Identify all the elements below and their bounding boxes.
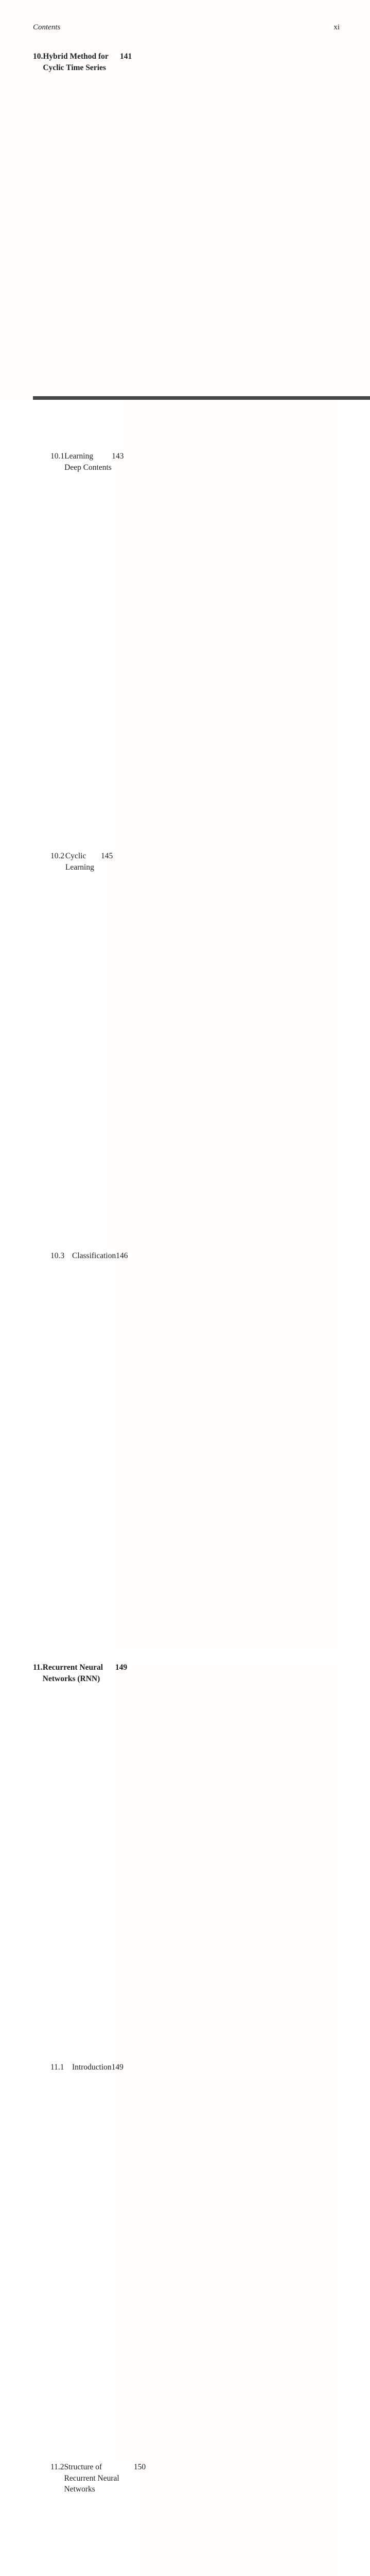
entry-number: 10.3	[50, 1251, 65, 1260]
entry-page-number: 146	[116, 1250, 340, 1650]
entry-number: 10.1	[50, 452, 65, 461]
toc-section-row-11.1	[33, 2062, 340, 2462]
entry-left	[50, 851, 101, 873]
running-title: Contents	[33, 23, 61, 31]
entry-title: Classification	[72, 1251, 116, 1260]
entry-left	[33, 1662, 115, 1684]
entry-number: 11.	[33, 1663, 43, 1672]
toc-chapter-group-10	[33, 51, 340, 1650]
entry-left	[50, 451, 112, 473]
entry-number: 11.1	[50, 2063, 64, 2072]
entry-number: 11.2	[50, 2463, 64, 2471]
page-bottom-edge-shadow	[33, 396, 370, 400]
entry-title: Structure of Recurrent Neural Networks	[64, 2463, 119, 2494]
toc-section-row-11.2	[33, 2462, 340, 2576]
page-number: xi	[333, 23, 340, 31]
page-header	[33, 0, 340, 32]
entry-title: Hybrid Method for Cyclic Time Series	[43, 52, 109, 72]
entry-number: 10.2	[50, 852, 65, 860]
page-content	[33, 0, 340, 2576]
toc-chapter-group-11	[33, 1662, 340, 2576]
entry-left	[50, 2462, 134, 2495]
toc-section-row-10.2	[33, 851, 340, 1250]
entry-title: Cyclic Learning	[65, 852, 94, 872]
toc-section-row-10.1	[33, 451, 340, 851]
toc-chapter-row-11	[33, 1662, 340, 2062]
entry-number: 10.	[33, 52, 43, 61]
entry-page-number: 143	[112, 451, 340, 851]
entry-title: Recurrent Neural Networks (RNN)	[42, 1663, 103, 1683]
entry-page-number: 145	[101, 851, 340, 1250]
entry-page-number: 141	[120, 51, 340, 451]
toc-chapter-row-10	[33, 51, 340, 451]
entry-left	[33, 51, 120, 73]
table-of-contents	[33, 51, 340, 2576]
entry-page-number: 149	[115, 1662, 340, 2062]
entry-left	[50, 1250, 116, 1262]
entry-page-number: 149	[112, 2062, 340, 2462]
entry-page-number: 150	[134, 2462, 340, 2576]
entry-left	[50, 2062, 112, 2073]
entry-title: Learning Deep Contents	[64, 452, 112, 472]
entry-title: Introduction	[72, 2063, 112, 2072]
toc-section-row-10.3	[33, 1250, 340, 1650]
